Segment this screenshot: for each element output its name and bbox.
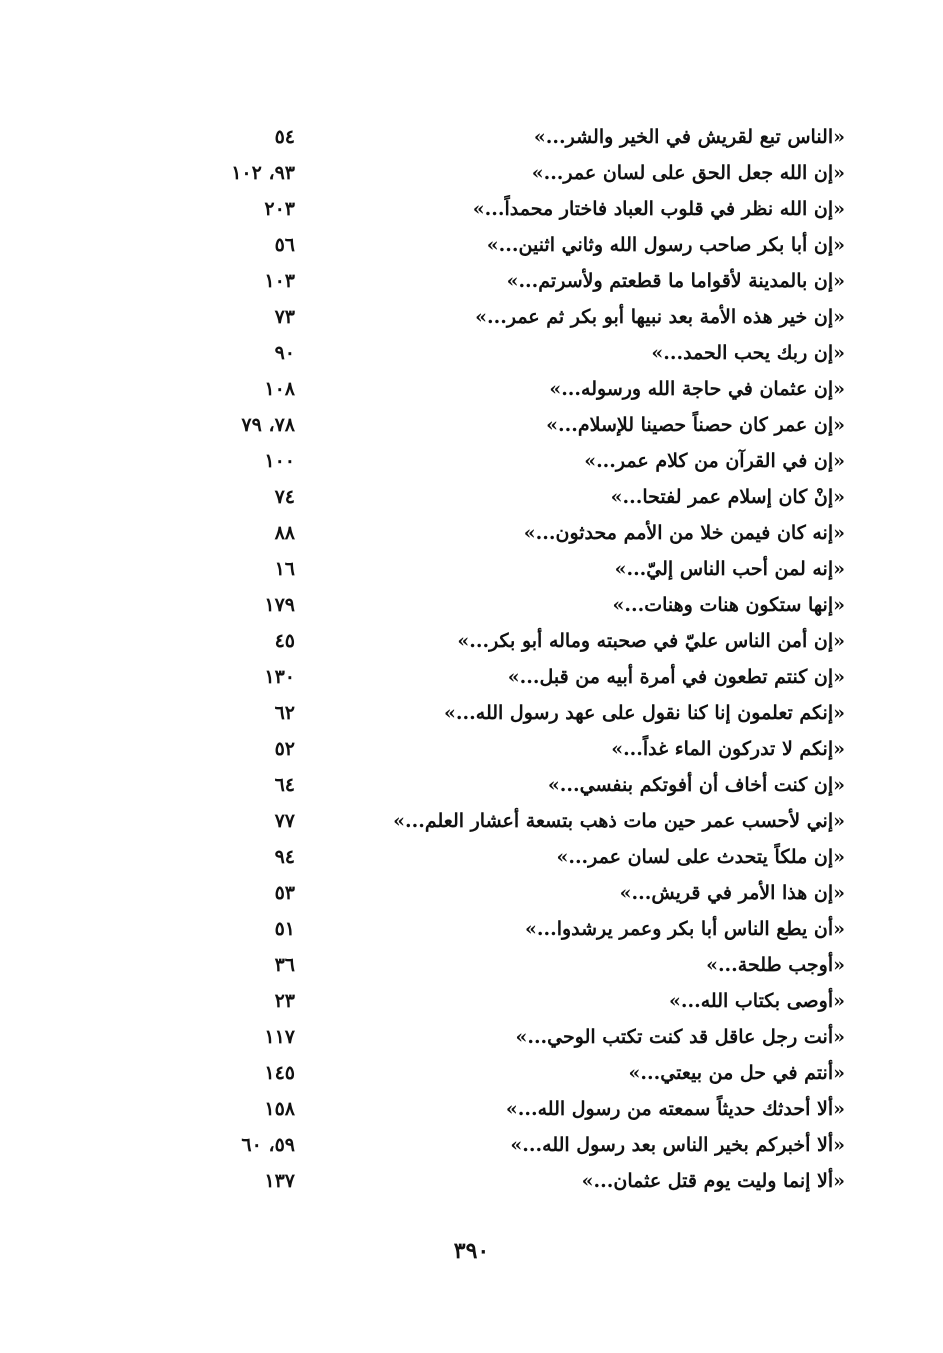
hadith-index-list — [180, 119, 845, 1199]
index-entry-pages: ٩٤ — [274, 846, 295, 868]
index-entry-text: «أنتم في حل من بيعتي...» — [628, 1062, 845, 1084]
index-row — [180, 947, 845, 983]
index-entry-pages: ٥٦ — [274, 234, 295, 256]
index-row — [180, 839, 845, 875]
index-row — [180, 695, 845, 731]
index-entry-pages: ٧٧ — [274, 810, 295, 832]
index-entry-text: «الناس تبع لقريش في الخير والشر...» — [533, 126, 845, 148]
index-entry-pages: ٣٦ — [274, 954, 295, 976]
index-entry-text: «إنه كان فيمن خلا من الأمم محدثون...» — [523, 522, 845, 544]
index-entry-pages: ٥٤ — [274, 126, 295, 148]
index-entry-pages: ١٠٣ — [264, 270, 295, 292]
index-row — [180, 731, 845, 767]
index-entry-text: «ألا إنما وليت يوم قتل عثمان...» — [581, 1170, 845, 1192]
index-row — [180, 443, 845, 479]
index-row — [180, 1163, 845, 1199]
index-row — [180, 983, 845, 1019]
index-entry-pages: ١٦ — [274, 558, 295, 580]
index-row — [180, 1091, 845, 1127]
index-entry-text: «إن أمن الناس عليّ في صحبته وماله أبو بكر...» — [457, 630, 845, 652]
index-entry-pages: ٢٣ — [274, 990, 295, 1012]
index-entry-text: «إنها ستكون هنات وهنات...» — [612, 594, 845, 616]
index-entry-pages: ١٠٠ — [264, 450, 295, 472]
index-row — [180, 191, 845, 227]
index-entry-text: «إن عثمان في حاجة الله ورسوله...» — [549, 378, 845, 400]
index-entry-text: «أوجب طلحة...» — [706, 954, 845, 976]
index-entry-pages: ٦٤ — [274, 774, 295, 796]
index-row — [180, 587, 845, 623]
index-row — [180, 371, 845, 407]
index-entry-pages: ٩٣، ١٠٢ — [231, 162, 295, 184]
index-row — [180, 875, 845, 911]
index-row — [180, 155, 845, 191]
index-entry-text: «إن الله نظر في قلوب العباد فاختار محمداً...» — [472, 198, 845, 220]
index-row — [180, 263, 845, 299]
index-entry-text: «إني لأحسب عمر حين مات ذهب بتسعة أعشار العلم...» — [393, 810, 845, 832]
index-entry-text: «أوصى بكتاب الله...» — [669, 990, 845, 1012]
index-row — [180, 515, 845, 551]
index-entry-pages: ٤٥ — [274, 630, 295, 652]
index-entry-pages: ١٣٧ — [264, 1170, 295, 1192]
index-entry-text: «إنْ كان إسلام عمر لفتحا...» — [610, 486, 845, 508]
index-entry-pages: ٧٣ — [274, 306, 295, 328]
index-row — [180, 479, 845, 515]
index-entry-pages: ٨٨ — [274, 522, 295, 544]
index-entry-pages: ١٠٨ — [264, 378, 295, 400]
index-entry-text: «إن الله جعل الحق على لسان عمر...» — [531, 162, 845, 184]
page-number: ٣٩٠ — [453, 1238, 490, 1264]
index-row — [180, 551, 845, 587]
index-entry-text: «إن في القرآن من كلام عمر...» — [584, 450, 845, 472]
index-row — [180, 911, 845, 947]
index-row — [180, 623, 845, 659]
index-entry-text: «إن هذا الأمر في قريش...» — [619, 882, 845, 904]
index-row — [180, 767, 845, 803]
index-entry-pages: ٢٠٣ — [264, 198, 295, 220]
index-entry-pages: ٥٣ — [274, 882, 295, 904]
index-entry-text: «أنت رجل عاقل قد كنت تكتب الوحي...» — [515, 1026, 845, 1048]
index-row — [180, 659, 845, 695]
index-entry-text: «إن كنت أخاف أن أفوتكم بنفسي...» — [547, 774, 845, 796]
index-row — [180, 335, 845, 371]
index-entry-pages: ٥١ — [274, 918, 295, 940]
index-entry-text: «إنكم تعلمون إنا كنا نقول على عهد رسول الله...» — [444, 702, 845, 724]
index-entry-text: «إن كنتم تطعون في أمرة أبيه من قبل...» — [507, 666, 845, 688]
index-entry-pages: ٦٢ — [274, 702, 295, 724]
index-entry-pages: ١١٧ — [264, 1026, 295, 1048]
index-entry-pages: ٥٢ — [274, 738, 295, 760]
index-row — [180, 119, 845, 155]
index-entry-pages: ٧٤ — [274, 486, 295, 508]
index-entry-pages: ٥٩، ٦٠ — [241, 1134, 295, 1156]
index-entry-text: «إن بالمدينة لأقواما ما قطعتم ولأسرتم...» — [506, 270, 845, 292]
index-entry-text: «ألا أخبركم بخير الناس بعد رسول الله...» — [510, 1134, 845, 1156]
index-entry-pages: ١٧٩ — [264, 594, 295, 616]
index-entry-pages: ١٤٥ — [264, 1062, 295, 1084]
index-entry-text: «إن خير هذه الأمة بعد نبيها أبو بكر ثم عمر...» — [475, 306, 845, 328]
index-entry-text: «ألا أحدثك حديثاً سمعته من رسول الله...» — [505, 1098, 845, 1120]
index-entry-text: «إنكم لا تدركون الماء غداً...» — [611, 738, 845, 760]
index-row — [180, 407, 845, 443]
index-entry-pages: ١٥٨ — [264, 1098, 295, 1120]
index-row — [180, 299, 845, 335]
index-entry-text: «إن عمر كان حصناً حصينا للإسلام...» — [546, 414, 845, 436]
index-row — [180, 1055, 845, 1091]
index-entry-pages: ٩٠ — [274, 342, 295, 364]
index-entry-text: «إن أبا بكر صاحب رسول الله وثاني اثنين...» — [486, 234, 845, 256]
index-entry-text: «إن ربك يحب الحمد...» — [651, 342, 845, 364]
index-row — [180, 1019, 845, 1055]
index-row — [180, 1127, 845, 1163]
index-entry-text: «إن ملكاً يتحدث على لسان عمر...» — [556, 846, 845, 868]
index-row — [180, 803, 845, 839]
index-entry-text: «أن يطع الناس أبا بكر وعمر يرشدوا...» — [524, 918, 845, 940]
index-row — [180, 227, 845, 263]
index-entry-pages: ٧٨، ٧٩ — [241, 414, 295, 436]
index-entry-pages: ١٣٠ — [264, 666, 295, 688]
index-entry-text: «إنه لمن أحب الناس إليّ...» — [614, 558, 845, 580]
